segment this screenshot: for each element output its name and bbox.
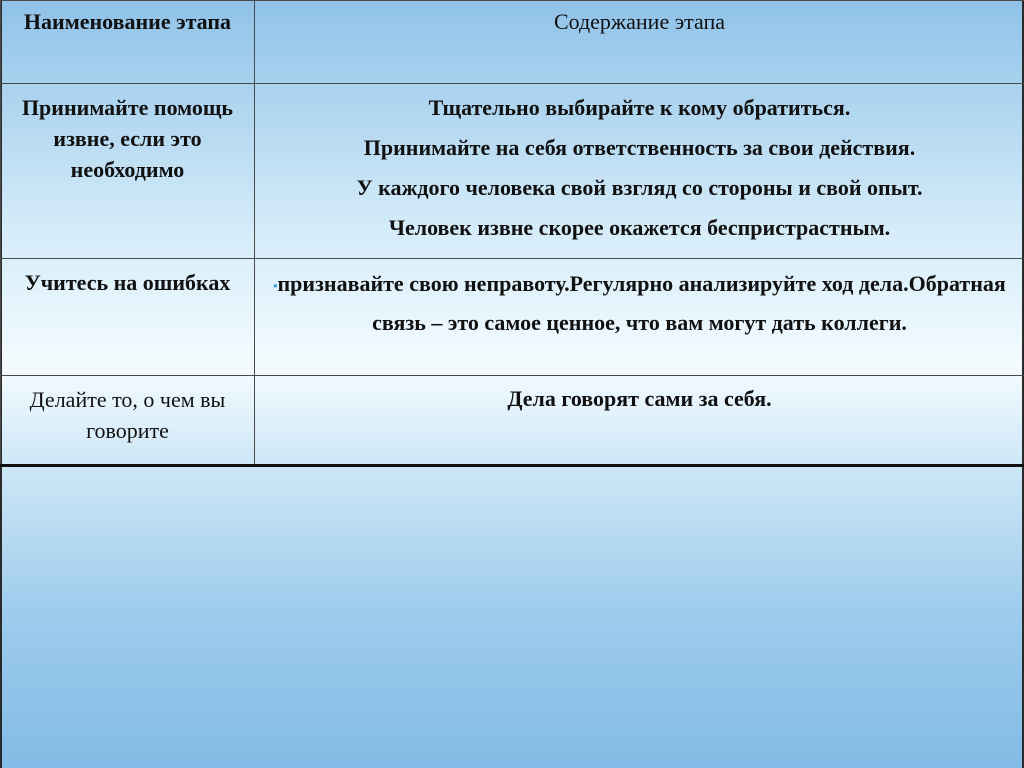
content-line: Тщательно выбирайте к кому обратиться. xyxy=(428,95,851,120)
table-row xyxy=(1,259,1024,376)
bullet-icon: ▪ xyxy=(273,278,278,293)
table-row xyxy=(1,84,1024,259)
header-stage-name: Наименование этапа xyxy=(1,1,255,84)
table-header-row xyxy=(1,1,1024,84)
content-line: Принимайте на себя ответственность за свои действия. xyxy=(363,135,916,160)
content-text: признавайте свою неправоту.Регулярно анализируйте ход дела.Обратная связь – это самое ценное, что вам могут дать коллеги. xyxy=(277,271,1006,336)
stage-content-cell xyxy=(255,259,1024,376)
header-stage-content: Содержание этапа xyxy=(255,1,1024,84)
stage-name-cell: Учитесь на ошибках xyxy=(1,259,255,376)
table-row xyxy=(1,376,1024,466)
content-line: У каждого человека свой взгляд со стороны и свой опыт. xyxy=(356,175,923,200)
stage-name-cell: Принимайте помощь извне, если это необходимо xyxy=(1,84,255,259)
stage-name-cell: Делайте то, о чем вы говорите xyxy=(1,376,255,466)
stage-content-cell xyxy=(255,84,1024,259)
stage-content-cell: Дела говорят сами за себя. xyxy=(255,376,1024,466)
content-line: Человек извне скорее окажется беспристрастным. xyxy=(388,215,891,240)
